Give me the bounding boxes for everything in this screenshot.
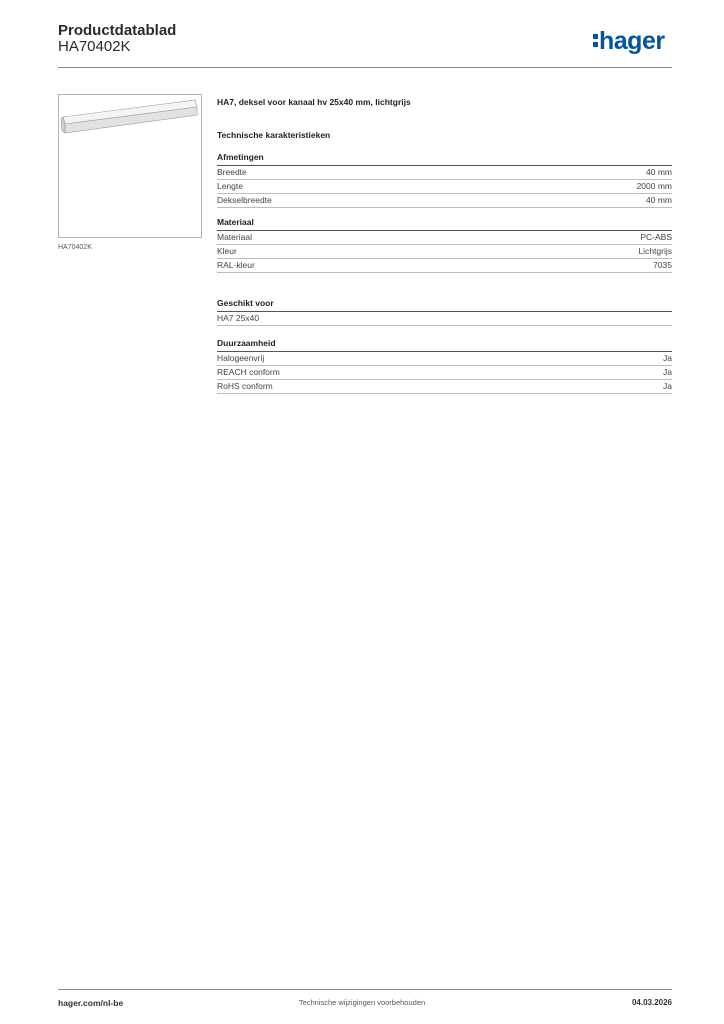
- section-title: Afmetingen: [217, 152, 672, 166]
- spec-value: Ja: [663, 353, 672, 363]
- logo-dots-icon: [593, 32, 598, 48]
- spec-label: RoHS conform: [217, 381, 273, 391]
- section-title: Geschikt voor: [217, 298, 672, 312]
- spec-value: 2000 mm: [636, 181, 672, 191]
- section-title: Materiaal: [217, 217, 672, 231]
- logo-text: hager: [599, 27, 665, 55]
- spec-label: HA7 25x40: [217, 313, 260, 323]
- spec-label: REACH conform: [217, 367, 280, 377]
- spec-label: Materiaal: [217, 232, 252, 242]
- page-title: Productdatablad: [58, 22, 177, 39]
- spec-row: [217, 366, 672, 380]
- section-title: Duurzaamheid: [217, 338, 672, 352]
- spec-value: Ja: [663, 381, 672, 391]
- header-divider: [58, 67, 672, 68]
- hager-logo: [593, 26, 665, 56]
- spec-label: Kleur: [217, 246, 237, 256]
- spec-row: [217, 380, 672, 394]
- spec-label: Lengte: [217, 181, 243, 191]
- spec-row: [217, 245, 672, 259]
- spec-label: Breedte: [217, 167, 247, 177]
- spec-row: [217, 180, 672, 194]
- spec-label: RAL-kleur: [217, 260, 255, 270]
- spec-value: 40 mm: [646, 195, 672, 205]
- product-description: HA7, deksel voor kanaal hv 25x40 mm, lichtgrijs: [217, 97, 411, 107]
- spec-value: Ja: [663, 367, 672, 377]
- specs-heading: Technische karakteristieken: [217, 130, 331, 140]
- spec-row: [217, 194, 672, 208]
- product-code: HA70402K: [58, 38, 131, 55]
- section-materiaal: [217, 217, 672, 273]
- cover-profile-illustration: [59, 95, 201, 237]
- product-image: [58, 94, 202, 238]
- spec-label: Dekselbreedte: [217, 195, 272, 205]
- footer-divider: [58, 989, 672, 990]
- footer-website-link[interactable]: hager.com/nl-be: [58, 998, 124, 1008]
- spec-value: 40 mm: [646, 167, 672, 177]
- spec-row: [217, 352, 672, 366]
- spec-row: [217, 312, 672, 326]
- section-duurzaamheid: [217, 338, 672, 394]
- spec-content: [217, 96, 672, 394]
- spec-value: 7035: [653, 260, 672, 270]
- spec-value: Lichtgrijs: [638, 246, 672, 256]
- spec-row: [217, 166, 672, 180]
- spec-value: PC-ABS: [640, 232, 672, 242]
- section-geschikt-voor: [217, 298, 672, 326]
- footer-notice: Technische wijzigingen voorbehouden: [298, 998, 426, 1007]
- section-afmetingen: [217, 152, 672, 208]
- spec-row: [217, 231, 672, 245]
- spec-label: Halogeenvrij: [217, 353, 265, 363]
- spec-row: [217, 259, 672, 273]
- image-caption: HA70402K: [58, 244, 92, 251]
- footer-date: 04.03.2026: [631, 998, 672, 1007]
